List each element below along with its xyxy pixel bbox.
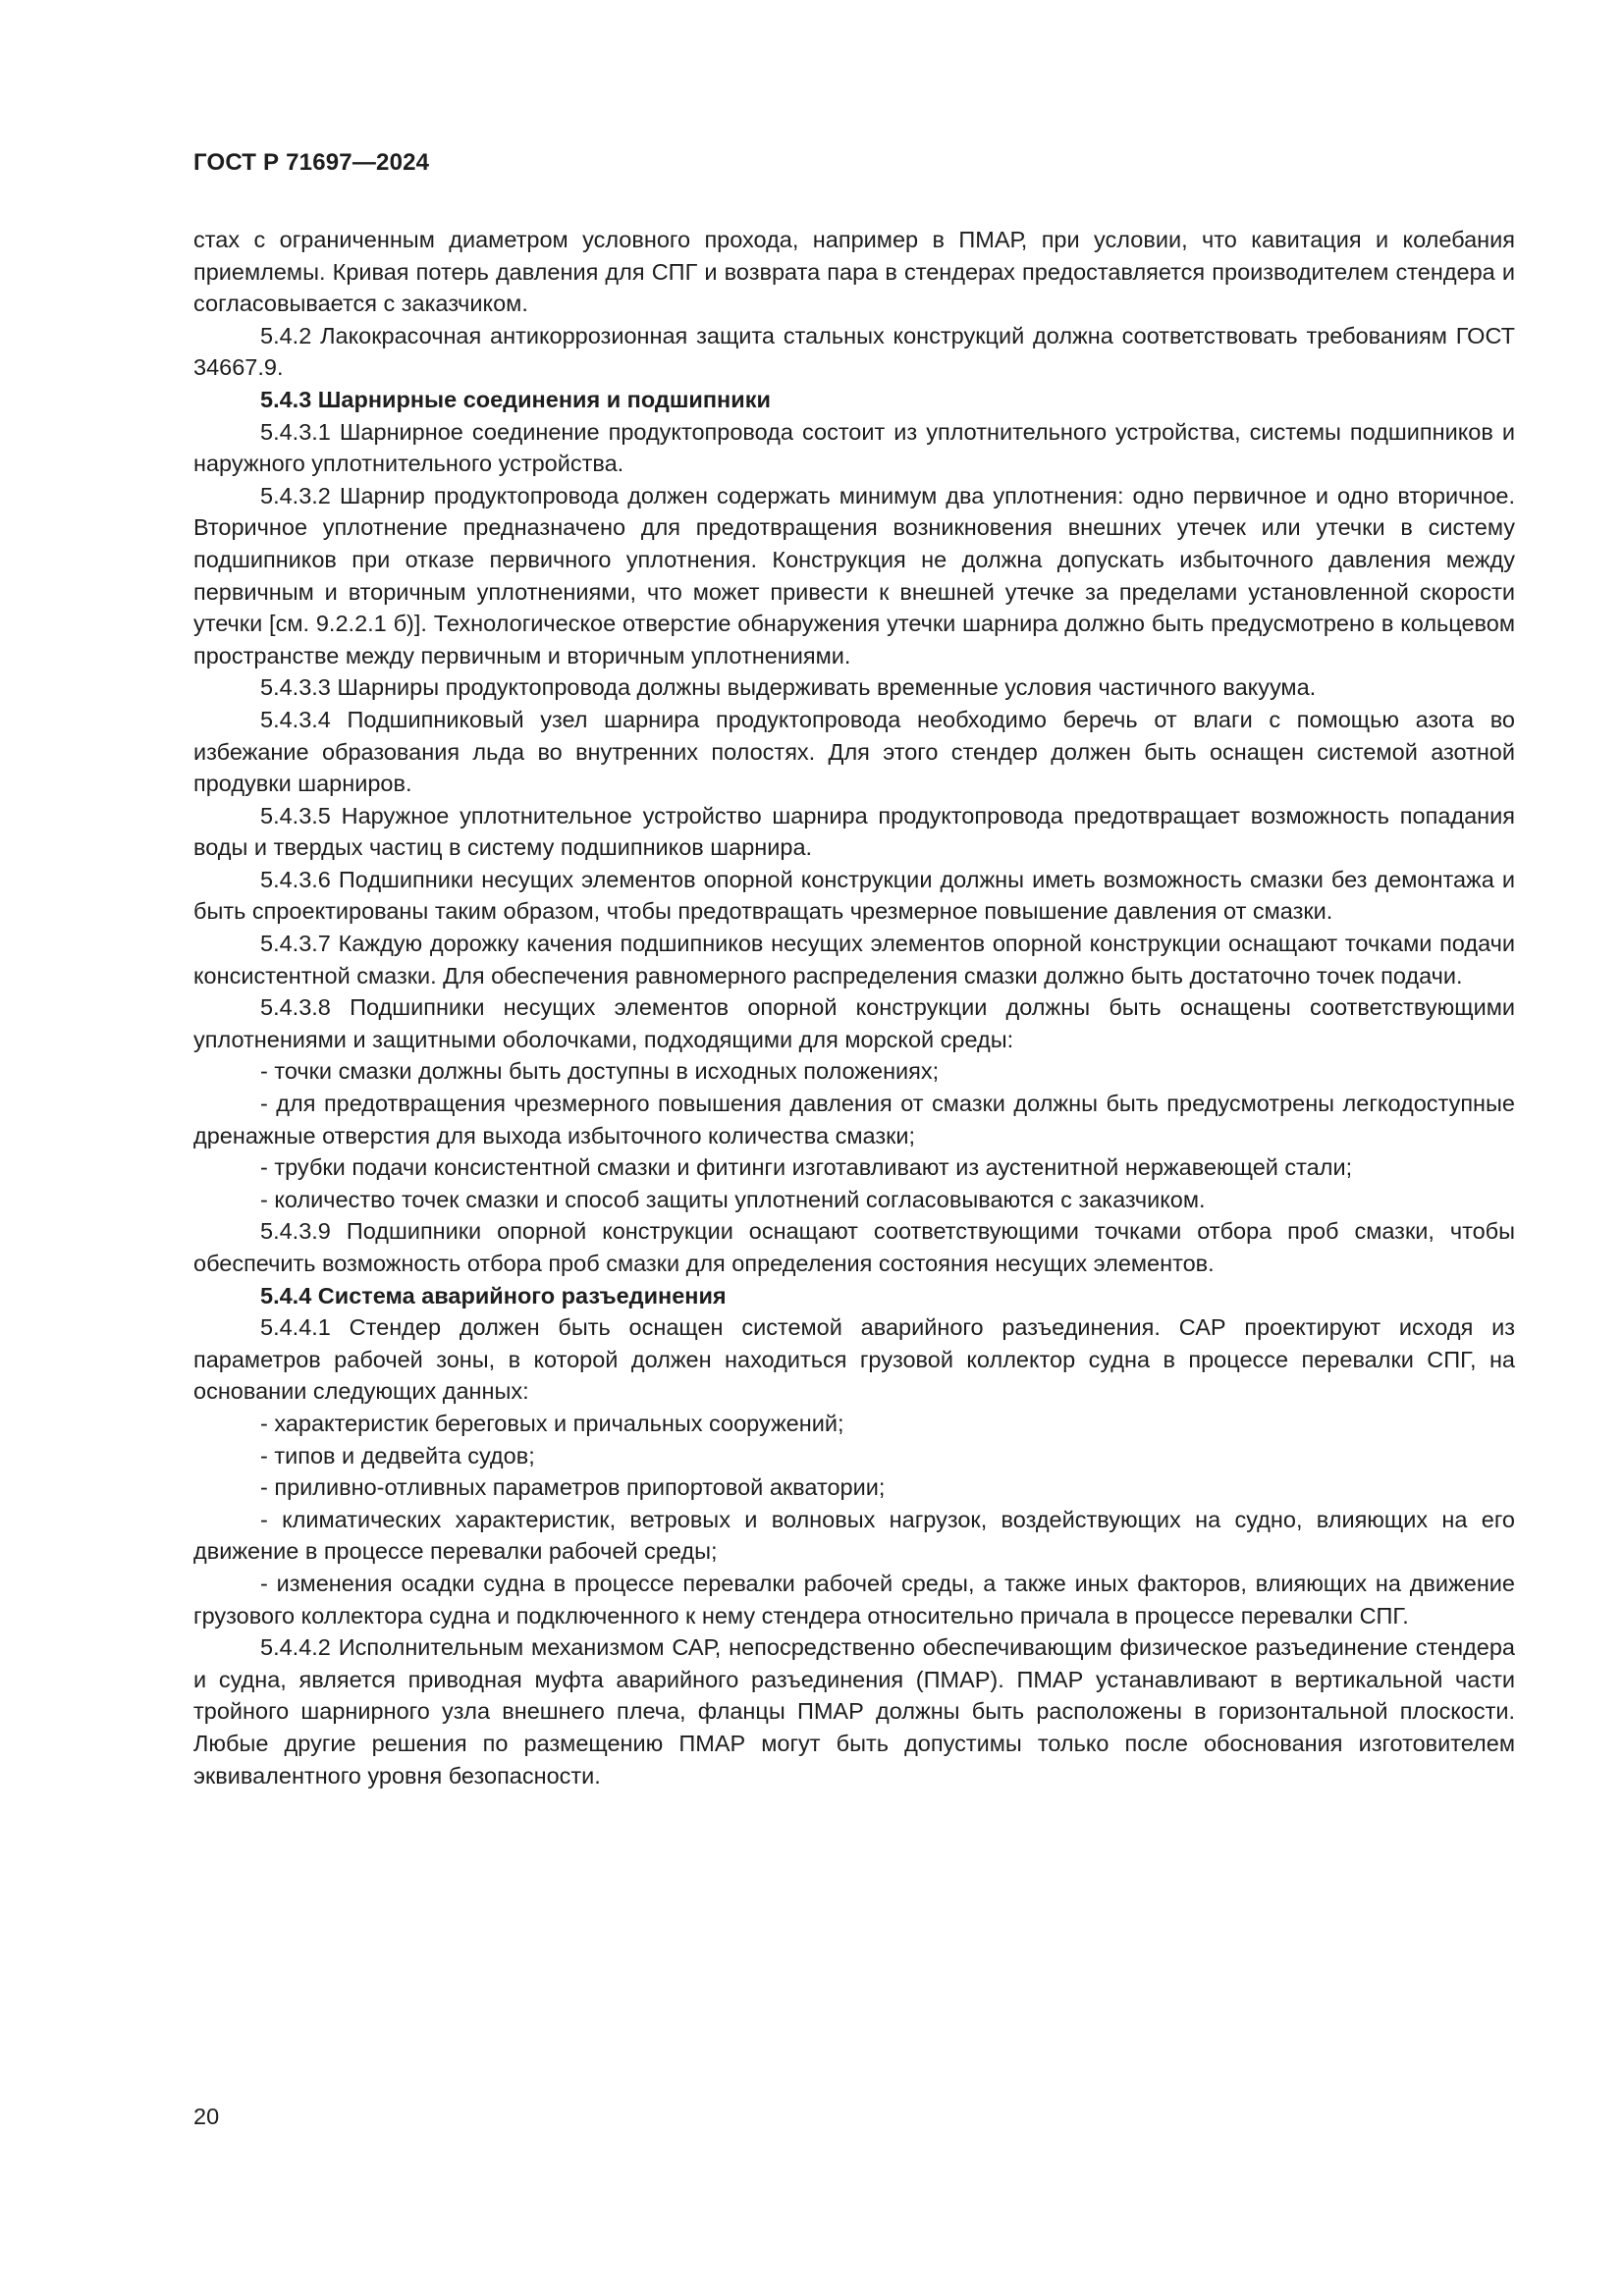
paragraph: 5.4.3.1 Шарнирное соединение продуктопровода состоит из уплотнительного устройства, системы подшипников и наружного уплотнительного устройства. — [193, 418, 1515, 477]
list-item: - изменения осадки судна в процессе перевалки рабочей среды, а также иных факторов, влияющих на движение грузового коллектора судна и подключенного к нему стендера относительно причала в процессе перевалки СПГ. — [193, 1570, 1515, 1629]
list-item: - климатических характеристик, ветровых и волновых нагрузок, воздействующих на судно, влияющих на его движение в процессе перевалки рабочей среды; — [193, 1506, 1515, 1565]
paragraph: 5.4.3.3 Шарниры продуктопровода должны выдерживать временные условия частичного вакуума. — [260, 674, 1317, 701]
section-heading: 5.4.4 Система аварийного разъединения — [260, 1282, 727, 1308]
paragraph: 5.4.4.2 Исполнительным механизмом САР, непосредственно обеспечивающим физическое разъединение стендера и судна, является приводная муфта аварийного разъединения (ПМАР). ПМАР устанавливают в вертикальной части тройного шарнирного узла внешнего плеча, фланцы ПМАР должны быть расположены в горизонтальной плоскости. Любые другие решения по размещению ПМАР могут быть допустимы только после обоснования изготовителем эквивалентного уровня безопасности. — [193, 1634, 1515, 1789]
paragraph: 5.4.3.8 Подшипники несущих элементов опорной конструкции должны быть оснащены соответствующими уплотнениями и защитными оболочками, подходящими для морской среды: — [193, 994, 1515, 1052]
list-item: - типов и дедвейта судов; — [260, 1442, 535, 1468]
list-item: - количество точек смазки и способ защиты уплотнений согласовываются с заказчиком. — [260, 1186, 1206, 1212]
list-item: - трубки подачи консистентной смазки и фитинги изготавливают из аустенитной нержавеющей стали; — [260, 1154, 1353, 1181]
paragraph: 5.4.3.2 Шарнир продуктопровода должен содержать минимум два уплотнения: одно первичное и одно вторичное. Вторичное уплотнение предназначено для предотвращения возникновения внешних утечек или утечки в систему подшипников при отказе первичного уплотнения. Конструкция не должна допускать избыточного давления между первичным и вторичным уплотнениями, что может привести к внешней утечке за пределами установленной скорости утечки [см. 9.2.2.1 б)]. Технологическое отверстие обнаружения утечки шарнира должно быть предусмотрено в кольцевом пространстве между первичным и вторичным уплотнениями. — [193, 482, 1515, 668]
paragraph: 5.4.3.9 Подшипники опорной конструкции оснащают соответствующими точками отбора проб смазки, чтобы обеспечить возможность отбора проб смазки для определения состояния несущих элементов. — [193, 1218, 1515, 1276]
paragraph: 5.4.4.1 Стендер должен быть оснащен системой аварийного разъединения. САР проектируют исходя из параметров рабочей зоны, в которой должен находиться грузовой коллектор судна в процессе перевалки СПГ, на основании следующих данных: — [193, 1314, 1515, 1405]
list-item: - приливно-отливных параметров припортовой акватории; — [260, 1474, 886, 1501]
list-item: - для предотвращения чрезмерного повышения давления от смазки должны быть предусмотрены легкодоступные дренажные отверстия для выхода избыточного количества смазки; — [193, 1091, 1515, 1148]
page-number: 20 — [193, 2104, 220, 2129]
paragraph: 5.4.3.7 Каждую дорожку качения подшипников несущих элементов опорной конструкции оснащают точками подачи консистентной смазки. Для обеспечения равномерного распределения смазки должно быть достаточно точек подачи. — [193, 931, 1515, 988]
document-code-header: ГОСТ Р 71697—2024 — [193, 149, 430, 176]
section-heading: 5.4.3 Шарнирные соединения и подшипники — [260, 386, 771, 412]
paragraph: 5.4.3.5 Наружное уплотнительное устройство шарнира продуктопровода предотвращает возможность попадания воды и твердых частиц в систему подшипников шарнира. — [193, 802, 1515, 861]
document-body — [193, 224, 1515, 1791]
list-item: - точки смазки должны быть доступны в исходных положениях; — [260, 1058, 940, 1085]
paragraph: стах с ограниченным диаметром условного прохода, например в ПМАР, при условии, что кавитация и колебания приемлемы. Кривая потерь давления для СПГ и возврата пара в стендерах предоставляется производителем стендера и согласовывается с заказчиком. — [193, 227, 1515, 317]
paragraph: 5.4.2 Лакокрасочная антикоррозионная защита стальных конструкций должна соответствовать требованиям ГОСТ 34667.9. — [193, 322, 1515, 381]
paragraph: 5.4.3.6 Подшипники несущих элементов опорной конструкции должны иметь возможность смазки без демонтажа и быть спроектированы таким образом, чтобы предотвращать чрезмерное повышение давления от смазки. — [193, 866, 1515, 925]
paragraph: 5.4.3.4 Подшипниковый узел шарнира продуктопровода необходимо беречь от влаги с помощью азота во избежание образования льда во внутренних полостях. Для этого стендер должен быть оснащен системой азотной продувки шарниров. — [193, 706, 1515, 797]
list-item: - характеристик береговых и причальных сооружений; — [260, 1410, 844, 1436]
